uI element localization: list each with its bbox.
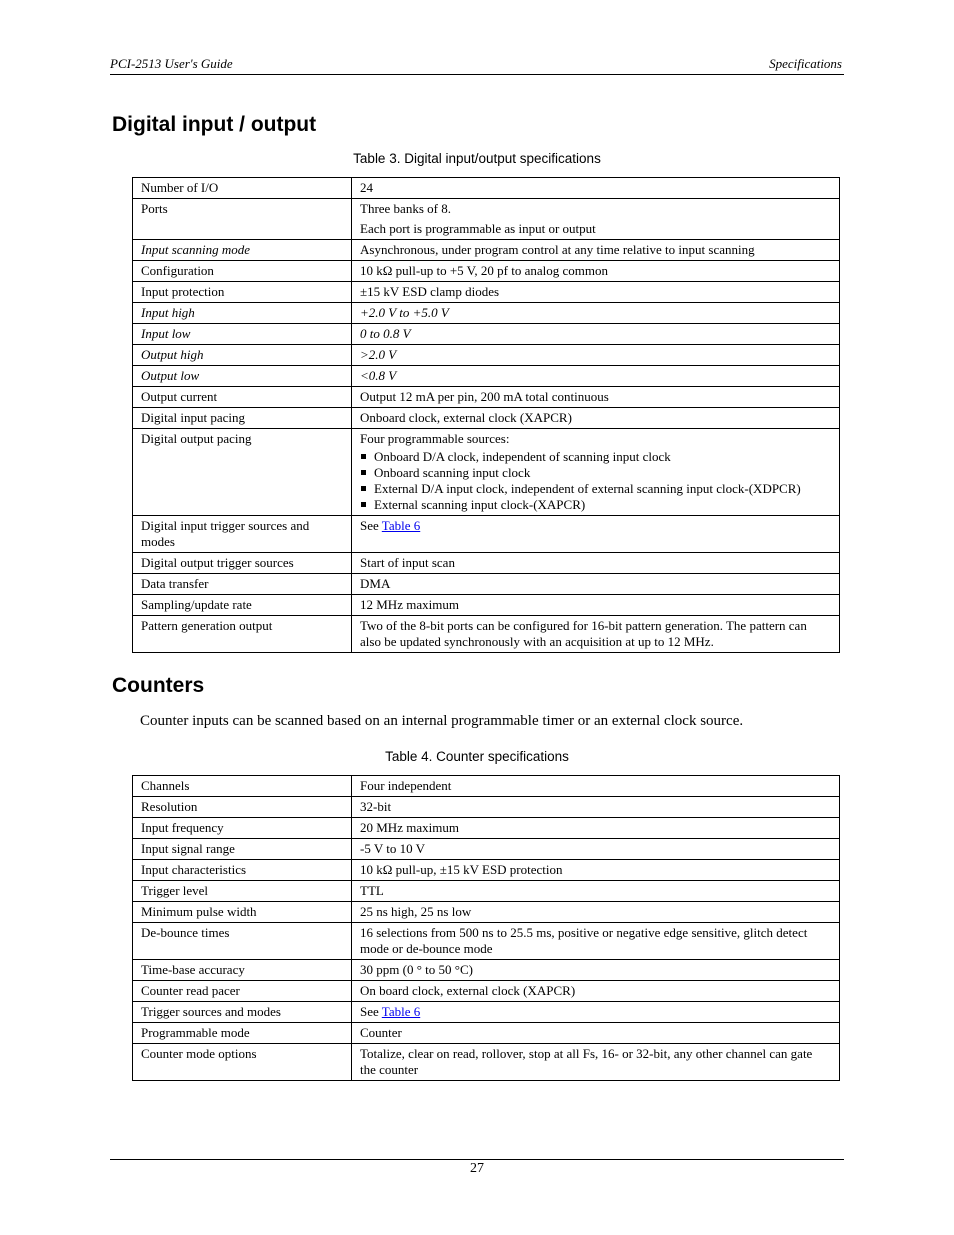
row-value xyxy=(352,516,840,553)
row-value: Start of input scan xyxy=(352,553,840,574)
counter-table-caption: Table 4. Counter specifications xyxy=(385,749,569,764)
row-label: Output high xyxy=(133,345,352,366)
row-value xyxy=(352,1002,840,1023)
row-label: Ports xyxy=(133,199,352,240)
row-label: Input signal range xyxy=(133,839,352,860)
table-row xyxy=(133,199,840,240)
table-row xyxy=(133,923,840,960)
row-value: 12 MHz maximum xyxy=(352,595,840,616)
table-row xyxy=(133,345,840,366)
table-row xyxy=(133,881,840,902)
row-label: Minimum pulse width xyxy=(133,902,352,923)
row-label: Output current xyxy=(133,387,352,408)
row-label: Resolution xyxy=(133,797,352,818)
row-label: Trigger level xyxy=(133,881,352,902)
row-value: Two of the 8-bit ports can be configured for 16-bit pattern generation. The pattern can also be updated synchronously with an acquisition at up to 12 MHz. xyxy=(352,616,840,653)
row-value: -5 V to 10 V xyxy=(352,839,840,860)
counters-intro: Counter inputs can be scanned based on an internal programmable timer or an external clock source. xyxy=(140,713,744,729)
table-6-link[interactable]: Table 6 xyxy=(381,518,421,533)
table-row xyxy=(133,553,840,574)
row-label: Sampling/update rate xyxy=(133,595,352,616)
table-row xyxy=(133,282,840,303)
table-row xyxy=(133,981,840,1002)
row-value: Counter xyxy=(352,1023,840,1044)
row-label: Output low xyxy=(133,366,352,387)
table-row xyxy=(133,1002,840,1023)
digital-io-heading: Digital input / output xyxy=(112,113,317,136)
table-row xyxy=(133,818,840,839)
row-value: +2.0 V to +5.0 V xyxy=(352,303,840,324)
row-label: Counter mode options xyxy=(133,1044,352,1081)
pacing-sources-intro: Four programmable sources: xyxy=(360,431,510,446)
ports-line-1: Three banks of 8. xyxy=(360,201,451,216)
row-label: Configuration xyxy=(133,261,352,282)
row-label: Input characteristics xyxy=(133,860,352,881)
table-row xyxy=(133,178,840,199)
row-value: Totalize, clear on read, rollover, stop at all Fs, 16- or 32-bit, any other channel can gate the counter xyxy=(352,1044,840,1081)
header-divider xyxy=(110,74,844,75)
row-label: Input high xyxy=(133,303,352,324)
table-row xyxy=(133,797,840,818)
header-guide-title: PCI-2513 User's Guide xyxy=(110,56,233,71)
row-label: Input low xyxy=(133,324,352,345)
list-item: Onboard D/A clock, independent of scanning input clock xyxy=(360,449,831,465)
row-label: Digital output trigger sources xyxy=(133,553,352,574)
row-label: Digital output pacing xyxy=(133,429,352,516)
row-value: Output 12 mA per pin, 200 mA total continuous xyxy=(352,387,840,408)
row-value: 10 kΩ pull-up, ±15 kV ESD protection xyxy=(352,860,840,881)
row-label: Input scanning mode xyxy=(133,240,352,261)
table-row xyxy=(133,574,840,595)
row-value: TTL xyxy=(352,881,840,902)
list-item: External scanning input clock-(XAPCR) xyxy=(360,497,831,513)
row-value: 10 kΩ pull-up to +5 V, 20 pf to analog common xyxy=(352,261,840,282)
row-value: Onboard clock, external clock (XAPCR) xyxy=(352,408,840,429)
ports-line-2: Each port is programmable as input or output xyxy=(360,221,596,236)
row-value: >2.0 V xyxy=(352,345,840,366)
row-label: Trigger sources and modes xyxy=(133,1002,352,1023)
row-label: Input protection xyxy=(133,282,352,303)
row-value xyxy=(352,429,840,516)
table-row xyxy=(133,839,840,860)
row-label: Pattern generation output xyxy=(133,616,352,653)
see-text: See xyxy=(360,518,382,533)
row-label: Digital input trigger sources and modes xyxy=(133,516,352,553)
counters-heading: Counters xyxy=(112,674,205,697)
row-label: Data transfer xyxy=(133,574,352,595)
row-value: Four independent xyxy=(352,776,840,797)
table-row xyxy=(133,387,840,408)
table-row xyxy=(133,595,840,616)
row-label: Time-base accuracy xyxy=(133,960,352,981)
table-row xyxy=(133,303,840,324)
row-label: De-bounce times xyxy=(133,923,352,960)
header-section-title: Specifications xyxy=(769,56,842,71)
table-row xyxy=(133,261,840,282)
row-value: ±15 kV ESD clamp diodes xyxy=(352,282,840,303)
row-value: 24 xyxy=(352,178,840,199)
table-6-link[interactable]: Table 6 xyxy=(381,1004,421,1019)
footer-divider xyxy=(110,1159,844,1160)
table-row xyxy=(133,240,840,261)
row-value: DMA xyxy=(352,574,840,595)
table-row xyxy=(133,960,840,981)
row-value: 30 ppm (0 ° to 50 °C) xyxy=(352,960,840,981)
page-number: 27 xyxy=(470,1161,484,1176)
row-label: Channels xyxy=(133,776,352,797)
table-row xyxy=(133,516,840,553)
see-text: See xyxy=(360,1004,382,1019)
row-value: <0.8 V xyxy=(352,366,840,387)
row-value: 32-bit xyxy=(352,797,840,818)
row-label: Digital input pacing xyxy=(133,408,352,429)
digital-table-caption: Table 3. Digital input/output specifications xyxy=(353,151,601,166)
row-label: Counter read pacer xyxy=(133,981,352,1002)
table-row xyxy=(133,1023,840,1044)
row-value: 25 ns high, 25 ns low xyxy=(352,902,840,923)
table-row xyxy=(133,324,840,345)
row-label: Number of I/O xyxy=(133,178,352,199)
list-item: Onboard scanning input clock xyxy=(360,465,831,481)
table-row xyxy=(133,616,840,653)
row-value: 0 to 0.8 V xyxy=(352,324,840,345)
table-row xyxy=(133,776,840,797)
row-value: Asynchronous, under program control at any time relative to input scanning xyxy=(352,240,840,261)
table-row xyxy=(133,408,840,429)
row-label: Programmable mode xyxy=(133,1023,352,1044)
table-row xyxy=(133,860,840,881)
table-row xyxy=(133,366,840,387)
counter-spec-table xyxy=(132,775,840,1081)
table-row xyxy=(133,429,840,516)
table-row xyxy=(133,1044,840,1081)
list-item: External D/A input clock, independent of external scanning input clock-(XDPCR) xyxy=(360,481,831,497)
pacing-sources-list xyxy=(360,449,831,513)
row-value: 16 selections from 500 ns to 25.5 ms, positive or negative edge sensitive, glitch detect mode or de-bounce mode xyxy=(352,923,840,960)
row-label: Input frequency xyxy=(133,818,352,839)
row-value: 20 MHz maximum xyxy=(352,818,840,839)
row-value xyxy=(352,199,840,240)
digital-io-spec-table xyxy=(132,177,840,653)
row-value: On board clock, external clock (XAPCR) xyxy=(352,981,840,1002)
table-row xyxy=(133,902,840,923)
